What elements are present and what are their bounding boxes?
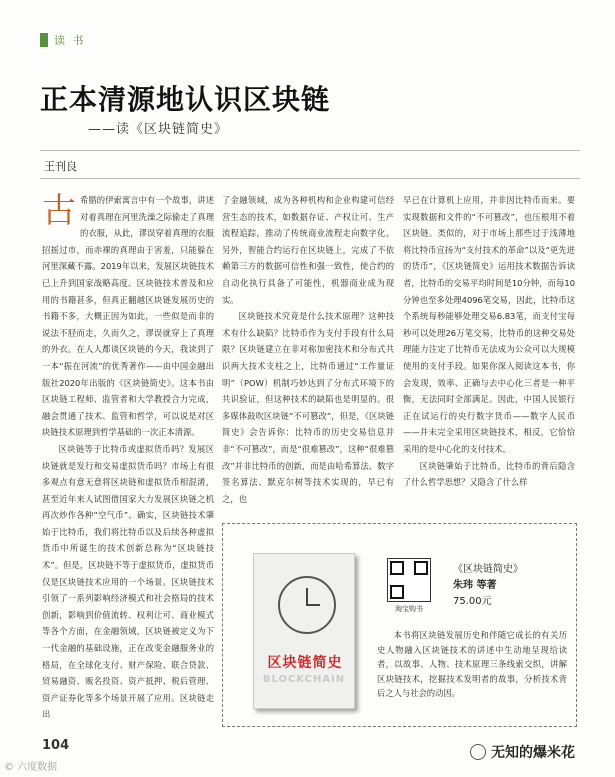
book-price: 75.00元	[453, 596, 492, 607]
body-column-1	[42, 192, 214, 752]
divider-top	[40, 150, 580, 151]
watermark-left: © 六度数据	[4, 762, 58, 773]
paragraph: 早已在计算机上应用，并非因比特币而来。要实现数据和文件的“不可篡改”，也压根用不着区块链。类似的，对于市场上那些过于浅薄地将比特币宣扬为“支付技术的革命”以及“更先进的货币”，《区块链简史》运用技术数据告诉读者，比特币的交易平均时间是10分钟，而每10分钟也至多处理4096笔交易，因此，比特币这个系统每秒能够处理交易6.83笔，而支付宝每秒可以处理26万笔交易，比特币的这种交易处理能力注定了比特币无法成为公众可以大规模使用的支付手段。如果你深入阅读这本书，你会发现，效率、正确与去中心化三者是一种平衡，无法同时全部满足。因此，中国人民银行正在试运行的央行数字货币——数字人民币——并未完全采用区块链技术，相反，它恰恰采用的是中心化的支付技术。	[403, 195, 575, 454]
book-description: 本书将区块链发展历史和伴随它成长的有关历史人物融入区块链技术的讲述中生动地呈现给读者，以故事、人物、技术原理三条线索交织，讲解区块链技术，挖掘技术发明者的故事，分析技术背后之人与社会的动因。	[377, 630, 567, 698]
article-title: 正本清源地认识区块链	[40, 83, 331, 116]
divider-bottom	[40, 178, 580, 179]
cover-title: 区块链简史	[267, 655, 343, 671]
book-author: 朱玮 等著	[453, 580, 497, 591]
paragraph: 区块链技术究竟是什么技术原理？这种技术有什么缺陷？比特币作为支付手段有什么局限？区块链建立在非对称加密技术和分布式共识两大技术支柱之上，比特币通过“工作量证明”（POW）机制巧妙达到了分布式环境下的共识验证，但这种技术的缺陷也是明显的。很多媒体鼓吹区块链“不可篡改”，但是，《区块链简史》会告诉你：比特币的历史交易信息并非“不可篡改”，而是“很难篡改”，这种“很难篡改”并非比特币的创新，而是由哈希算法、数字签名算法、默克尔树等技术实现的，早已有之，也	[222, 311, 394, 504]
body-column-3	[403, 192, 575, 514]
page-number: 104	[42, 738, 70, 753]
wechat-icon	[470, 744, 486, 760]
book-info-box	[222, 523, 577, 727]
watermark-right	[470, 742, 575, 762]
qr-code-icon[interactable]	[387, 558, 431, 602]
paragraph: 区块链肇始于比特币，比特币的背后隐含了什么哲学思想？又隐含了什么样	[403, 460, 575, 488]
article-subtitle: ——读《区块链简史》	[88, 122, 229, 137]
cover-subtitle: BLOCKCHAIN	[262, 674, 346, 685]
book-cover	[253, 553, 355, 709]
qr-label: 淘宝购书	[395, 605, 423, 613]
paragraph: 古希腊的伊索寓言中有一个故事，讲述对着真理在河里洗澡之际偷走了真理的衣服，从此，谬误穿着真理的衣服招摇过市，而赤裸的真理由于害羞，只能躲在河里深藏不露。2019年以来，发展区块链技术已上升到国家战略高度。区块链技术普及和应用的书籍甚多，但真正翻越区块链发展历史的书籍不多，大概正因为如此，一些似是而非的说法不胫而走，久而久之，谬误就穿上了真理的外衣。在人人都谈区块链的今天，我读到了一本“振在河流”的优秀著作——由中国金融出版社2020年出版的《区块链简史》。这本书由区块链工程师、监管者和大学教授合力完成，融会贯通了技术、监管和哲学，可以说是对区块链技术原理到哲学基础的一次正本清源。	[42, 192, 214, 438]
watermark-right-text: 无知的爆米花	[491, 745, 575, 761]
book-name: 《区块链简史》	[453, 564, 523, 575]
section-label: 读 书	[54, 34, 86, 47]
paragraph: 区块链等于比特币或虚拟货币吗？发展区块链就是发行和交易虚拟货币吗？市场上有很多观点有意无意将区块链和虚拟货币相混淆，甚至近年来人试图借国家大力发展区块链之机再次炒作各种“空气币”。确实，区块链技术肇始于比特币，我们将比特币以及后续各种虚拟货币中所诞生的技术创新总称为“区块链技术”。但是，区块链不等于虚拟货币，虚拟货币仅是区块链技术应用的一个场景。区块链技术引领了一系列影响经济模式和社会格局的技术创新，影响到价值流转、权利让可、商业模式等各个方面，在金融领域，区块链被定义为下一代金融的基础设施，正在改变金融服务业的格局，在全球化支付、财产保险、联合贷款、贸易融资、贩名投资、资产抵押、税后管理、资产证券化等多个场景开展了应用。区块链走出	[42, 443, 214, 720]
section-tag	[40, 32, 86, 48]
dropcap: 古	[42, 192, 76, 231]
section-marker	[40, 33, 48, 47]
paragraph: 了金融领域，成为各种机构和企业构建可信经营生态的技术，如数据存证、产权让可、生产流程追踪，推动了传统商业流程走向数字化。另外，智能合约运行在区块链上，完成了不依赖第三方的数据可信性和强一致性，使合约的自动化执行具备了可能性，机器商业成为现实。	[222, 195, 394, 305]
body-column-2	[222, 192, 394, 514]
clock-icon	[278, 576, 336, 634]
article-author: 王刊良	[44, 160, 77, 173]
